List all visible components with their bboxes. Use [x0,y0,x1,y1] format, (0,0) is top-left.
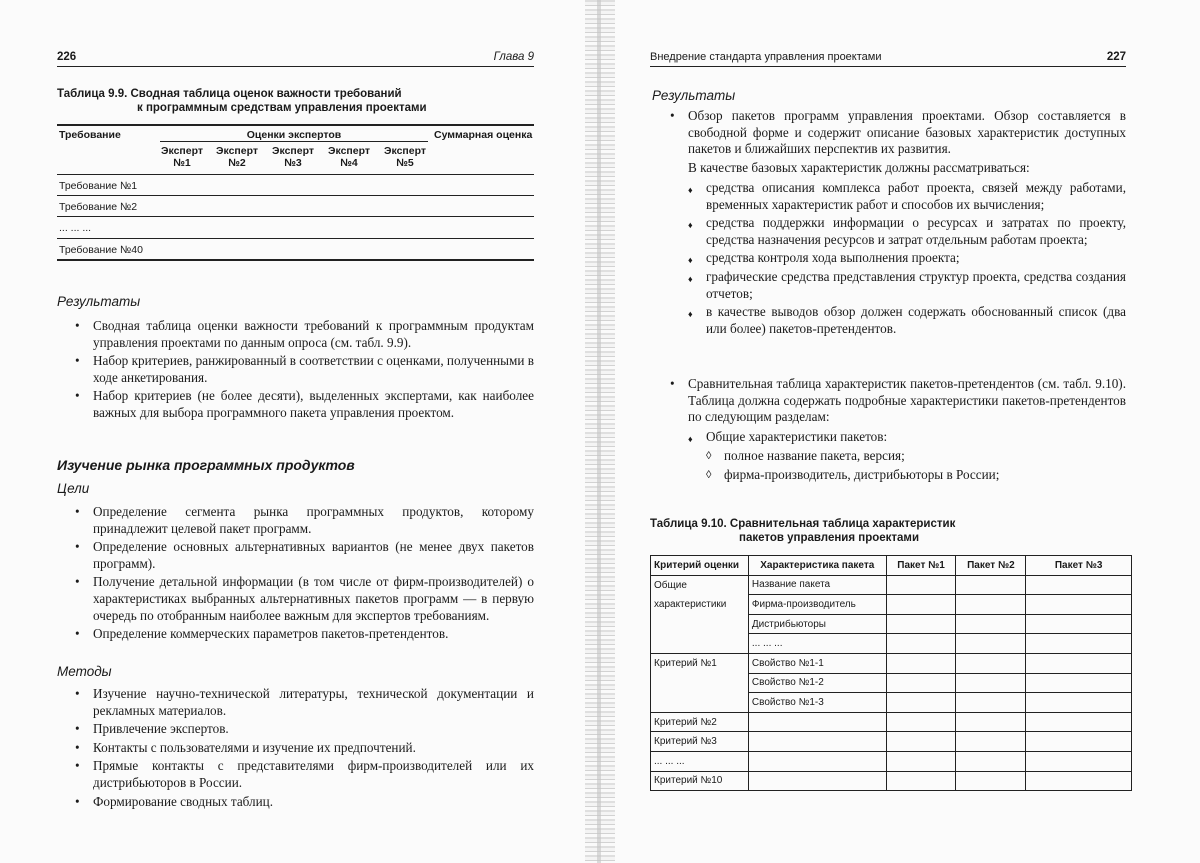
list-item: • Привлечение экспертов. [75,721,534,738]
row-rule [57,238,534,239]
list-item: • Формирование сводных таблиц. [75,794,534,811]
header-cell: Пакет №1 [886,556,956,576]
list-item: ♦ средства контроля хода выполнения проекта; [688,250,1126,267]
table-row: Требование №40 [59,244,143,256]
characteristic-cell: Фирма-производитель [748,595,886,615]
table-row [651,693,1132,713]
list-item: • Определение основных альтернативных вариантов (не менее двух пакетов программ). [75,539,534,572]
left-page [0,0,585,863]
table-row [651,614,1132,634]
ratings-subrule [160,141,428,142]
list-item: ♦ средства поддержки информации о ресурсах и затратах по проекту, средства назначения ресурсов и затрат отдельным работам проекта; [688,215,1126,248]
row-rule [57,174,534,175]
header-cell: Пакет №2 [956,556,1026,576]
list-item: ♦ средства описания комплекса работ проекта, связей между работами, временных характеристик работ и способов их вычисления; [688,180,1126,213]
page-number: 226 [57,51,77,63]
expert-1: Эксперт №1 [160,145,204,169]
header-rule [57,66,534,67]
list-item: ♦ графические средства представления структур проекта, средства создания отчетов; [688,269,1126,302]
right-page [615,0,1200,863]
header-cell: Критерий оценки [651,556,749,576]
list-item: • Изучение научно-технической литературы, технической документации и рекламных материалов. [75,686,534,719]
table-row [651,595,1132,615]
table-caption-line2: пакетов управления проектами [739,532,920,544]
table-row [651,732,1132,752]
table-row [651,673,1132,693]
table-row [651,634,1132,654]
table-row [651,653,1132,673]
table-row [651,751,1132,771]
header-rule [650,66,1126,67]
characteristic-cell: Свойство №1-2 [748,673,886,693]
list-item: • Определение сегмента рынка программных продуктов, которому принадлежит целевой пакет программ. [75,504,534,537]
list-item: ♦ в качестве выводов обзор должен содержать обоснованный список (два или более) пакетов-претендентов. [688,304,1126,337]
book-spine [585,0,615,863]
table-header-row [651,556,1132,576]
table-row [651,575,1132,595]
list-item: ♦ Общие характеристики пакетов: [688,429,1126,446]
list-item: • Сравнительная таблица характеристик пакетов-претендентов (см. табл. 9.10). Таблица должна содержать подробные характеристики пакетов-претендентов по следующим разделам: [670,376,1126,426]
table-caption: Таблица 9.10. Сравнительная таблица характеристик [650,518,956,530]
characteristic-cell: Свойство №1-1 [748,653,886,673]
base-intro: В качестве базовых характеристик должны рассматриваться: [688,160,1030,175]
methods-list [75,686,534,812]
list-item: • Прямые контакты с представителями фирм-производителей или их дистрибьюторов в России. [75,758,534,791]
criterion-cell: Критерий №1 [651,653,749,673]
expert-4: Эксперт №4 [327,145,371,169]
table-row [651,771,1132,791]
characteristic-cell: Дистрибьюторы [748,614,886,634]
col-header-requirement: Требование [59,129,121,141]
methods-heading: Методы [57,664,112,679]
header-cell: Пакет №3 [1026,556,1132,576]
base-characteristics-list [688,180,1126,339]
criterion-cell: ... ... ... [651,751,749,771]
header-cell: Характеристика пакета [748,556,886,576]
running-head: Глава 9 [493,51,534,63]
row-rule [57,195,534,196]
list-item: • Определение коммерческих параметров пакетов-претендентов. [75,626,534,643]
results-heading: Результаты [652,88,736,103]
general-list [688,429,1126,448]
criterion-cell: характеристики [651,595,749,615]
table-bottom-rule [57,259,534,261]
criterion-cell: Общие [651,575,749,595]
table-top-rule [57,124,534,126]
list-item: ◊ полное название пакета, версия; [706,448,1126,465]
results-heading: Результаты [57,294,141,309]
table-row [651,712,1132,732]
characteristic-cell: ... ... ... [748,634,886,654]
row-rule [57,216,534,217]
characteristic-cell: Название пакета [748,575,886,595]
list-item: • Обзор пакетов программ управления проектами. Обзор составляется в свободной форме и содержит описание базовых характеристик доступных пакетов и ближайших перспектив их развития. [670,108,1126,158]
table-caption: Таблица 9.9. Сводная таблица оценок важности требований [57,88,402,100]
criterion-cell: Критерий №3 [651,732,749,752]
criterion-cell: Критерий №10 [651,771,749,791]
list-item: • Контакты с пользователями и изучение их предпочтений. [75,740,534,757]
general-sublist [706,448,1126,485]
results-list [670,108,1126,160]
list-item: • Набор критериев, ранжированный в соответствии с оценками, полученными в ходе анкетирования. [75,353,534,386]
list-item: • Получение детальной информации (в том числе от фирм-производителей) о характеристиках выбранных альтернативных пакетов программ — в первую очередь по отобранным наиболее важным для экспертов требованиям. [75,574,534,624]
criterion-cell: Критерий №2 [651,712,749,732]
expert-2: Эксперт №2 [215,145,259,169]
results-list [75,318,534,424]
running-head: Внедрение стандарта управления проектами [650,51,882,63]
goals-list [75,504,534,645]
goals-heading: Цели [57,481,90,496]
results-list-2 [670,376,1126,428]
table-row: ... ... ... [59,222,92,234]
expert-3: Эксперт №3 [271,145,315,169]
characteristic-cell: Свойство №1-3 [748,693,886,713]
col-header-ratings: Оценки экспертов [246,129,342,141]
section-title: Изучение рынка программных продуктов [57,457,355,473]
col-header-total: Суммарная оценка [434,129,533,141]
list-item: ◊ фирма-производитель, дистрибьюторы в России; [706,467,1126,484]
list-item: • Набор критериев (не более десяти), выделенных экспертами, как наиболее важных для выбора программного пакета управления проектом. [75,388,534,421]
table-9-10 [650,555,1132,791]
expert-5: Эксперт №5 [383,145,427,169]
table-row: Требование №2 [59,201,138,213]
table-row: Требование №1 [59,180,138,192]
list-item: • Сводная таблица оценки важности требований к программным продуктам управления проектами по данным опроса (см. табл. 9.9). [75,318,534,351]
page-number: 227 [1106,51,1126,63]
table-caption-line2: к программным средствам управления проектами [137,102,427,114]
